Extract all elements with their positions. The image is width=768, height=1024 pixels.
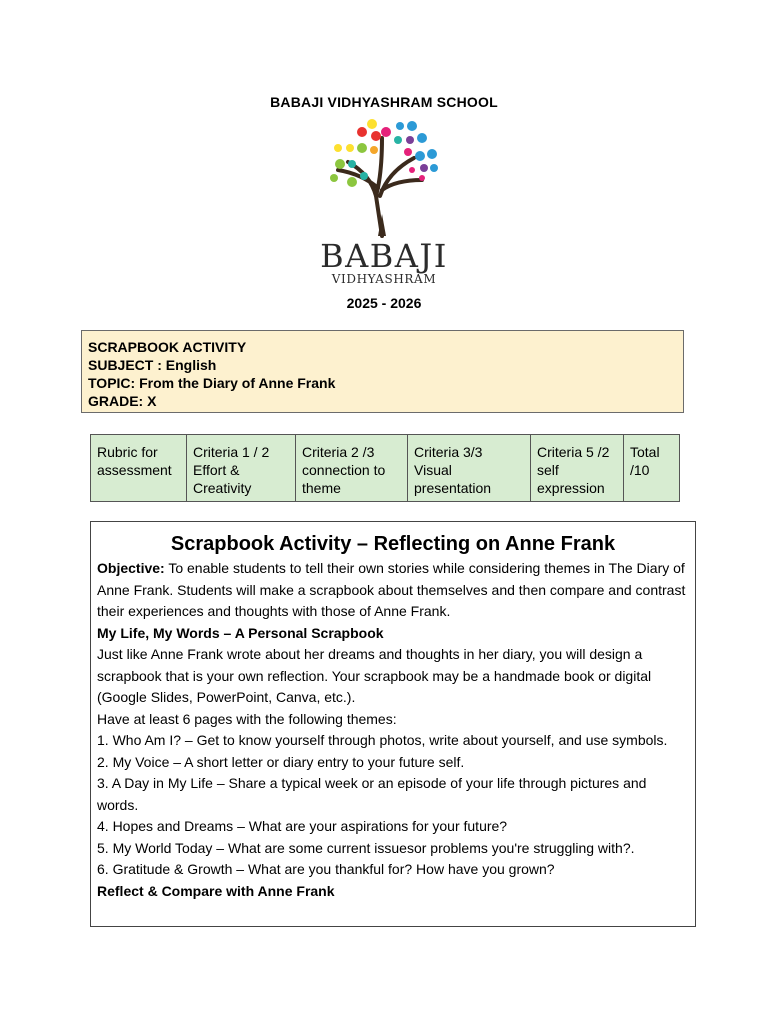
tree-icon <box>322 118 448 238</box>
activity-name: SCRAPBOOK ACTIVITY <box>88 339 247 355</box>
subject-line: SUBJECT : English <box>88 357 217 373</box>
theme-item: 5. My World Today – What are some current issuesor problems you're struggling with?. <box>97 839 635 856</box>
theme-item: 6. Gratitude & Growth – What are you thankful for? How have you grown? <box>97 861 555 877</box>
rubric-cell: Criteria 5 /2 self expression <box>531 435 624 502</box>
activity-info-box <box>81 330 684 413</box>
objective-text: To enable students to tell their own stories while considering themes in The Diary of Anne Frank. Students will make a scrapbook about themselves and then compare and contrast their experiences and thoughts with those of Anne Frank. <box>97 560 686 619</box>
grade-line: GRADE: X <box>88 393 157 409</box>
pages-intro: Have at least 6 pages with the following themes: <box>97 710 397 727</box>
activity-box <box>90 521 696 927</box>
rubric-cell: Rubric for assessment <box>91 435 187 502</box>
section-heading: My Life, My Words – A Personal Scrapbook <box>97 624 384 641</box>
logo-subtitle: VIDHYASHRAM <box>331 272 437 286</box>
rubric-table <box>90 434 680 502</box>
table-row <box>91 435 680 502</box>
theme-item: 1. Who Am I? – Get to know yourself through photos, write about yourself, and use symbols. <box>97 732 668 748</box>
activity-title: Scrapbook Activity – Reflecting on Anne Frank <box>170 533 616 555</box>
rubric-cell: Criteria 1 / 2 Effort & Creativity <box>187 435 296 502</box>
academic-year: 2025 - 2026 <box>346 295 422 311</box>
theme-item: 3. A Day in My Life – Share a typical week or an episode of your life through pictures and words. <box>97 775 647 813</box>
activity-body <box>97 558 691 902</box>
school-name: BABAJI VIDHYASHRAM SCHOOL <box>270 94 498 110</box>
logo-name: BABAJI <box>320 237 448 275</box>
rubric-cell: Total /10 <box>624 435 680 502</box>
theme-item: 2. My Voice – A short letter or diary entry to your future self. <box>97 753 465 770</box>
rubric-cell: Criteria 3/3 Visual presentation <box>408 435 531 502</box>
objective-paragraph <box>97 558 691 623</box>
topic-line: TOPIC: From the Diary of Anne Frank <box>88 375 336 391</box>
objective-label: Objective: <box>97 560 165 576</box>
intro-paragraph: Just like Anne Frank wrote about her dreams and thoughts in her diary, you will design a scrapbook that is your own reflection. Your scrapbook may be a handmade book or digital (Google Slides, PowerPoint, Canva, etc.). <box>97 646 652 705</box>
rubric-cell: Criteria 2 /3 connection to theme <box>296 435 408 502</box>
theme-item: 4. Hopes and Dreams – What are your aspirations for your future? <box>97 818 508 834</box>
section-heading: Reflect & Compare with Anne Frank <box>97 882 335 899</box>
